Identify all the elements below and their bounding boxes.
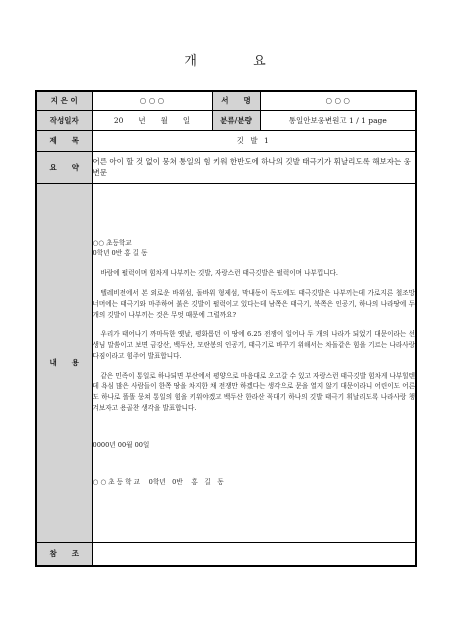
- subject-value: 깃 발 1: [92, 130, 416, 151]
- signature-value: ○ ○ ○: [260, 91, 416, 110]
- summary-label: 요 약: [36, 151, 92, 183]
- subject-label: 제 목: [36, 130, 92, 151]
- content-signature: ○ ○ 초 등 학 교 0학년 0반 홍 길 동: [92, 477, 224, 486]
- content-student: 0학년 0반 홍 길 동: [92, 249, 148, 258]
- content-paragraph-4: 같은 민족이 통일로 하나되면 부산에서 평양으로 마음대로 오고갈 수 있고 자랑스런 태극깃발 힘차게 나부힐텐데 욕심 많은 사람들이 한쪽 땅을 차지한 채 전쟁만 하겠다는 생각으로 문을 열지 않기 대문이라니 어린이도 어른도 하나로 똘똘 뭉쳐 통일의 힘을 키워야겠고 백두산 한라산 꼭대기 하나의 깃발 태극기 휘날리도록 나라사랑 챙겨보자고 용골찬 생각을 발표합니다.: [92, 371, 415, 413]
- content-date: 0000년 00월 00일: [92, 440, 150, 449]
- content-body: [92, 183, 416, 542]
- reference-label: 참 조: [36, 542, 92, 566]
- author-row: [36, 91, 416, 110]
- content-row: [36, 183, 416, 542]
- category-value: 통일안보웅변원고 1 / 1 page: [260, 110, 416, 130]
- reference-value: [92, 542, 416, 566]
- summary-form: [35, 90, 417, 567]
- date-value: 20 년 월 일: [92, 110, 212, 130]
- category-label: 분류/분량: [212, 110, 260, 130]
- author-label: 지 은 이: [36, 91, 92, 110]
- content-paragraph-2: 텔레비전에서 본 외로운 바위섬, 돌바위 형제섬, 막내동이 독도에도 태극깃발은 나부끼는데 가로지른 철조망 너머에는 태극기와 마주하여 붉은 깃발이 펄럭이고 있다는데 남쪽은 태극기, 북쪽은 인공기, 하나의 나라땅에 두 개의 깃발이 나부끼는 것은 무엇 때문에 그럴까요?: [92, 288, 415, 319]
- content-label: 내 용: [36, 183, 92, 542]
- subject-row: [36, 130, 416, 151]
- signature-label: 서 명: [212, 91, 260, 110]
- content-school: ○○ 초등학교: [92, 238, 132, 247]
- content-paragraph-3: 우리가 태어나기 까마득한 옛날, 평화롭던 이 땅에 6.25 전쟁이 일어나 두 개의 나라가 되었기 대문이라는 선생님 말씀이고 보면 금강산, 백두산, 모란봉의 인공기, 태극기로 바꾸기 위해서는 차돌같은 힘을 기르는 나라사랑 다짐이라고 힘주어 발표합니다.: [92, 330, 415, 360]
- content-paragraph-1: 바람에 펄럭이며 힘차게 나부끼는 깃발, 자랑스런 태극깃발은 펄럭이며 나부낍니다.: [100, 269, 339, 278]
- summary-value: 어른 아이 할 것 없이 뭉쳐 통일의 힘 키워 한반도에 하나의 깃발 태극기가 휘날리도록 해보자는 웅변문: [92, 151, 416, 183]
- author-value: ○ ○ ○: [92, 91, 212, 110]
- date-label: 작성일자: [36, 110, 92, 130]
- document-title: 개 요: [184, 54, 292, 69]
- reference-row: [36, 542, 416, 566]
- date-row: [36, 110, 416, 130]
- summary-row: [36, 151, 416, 183]
